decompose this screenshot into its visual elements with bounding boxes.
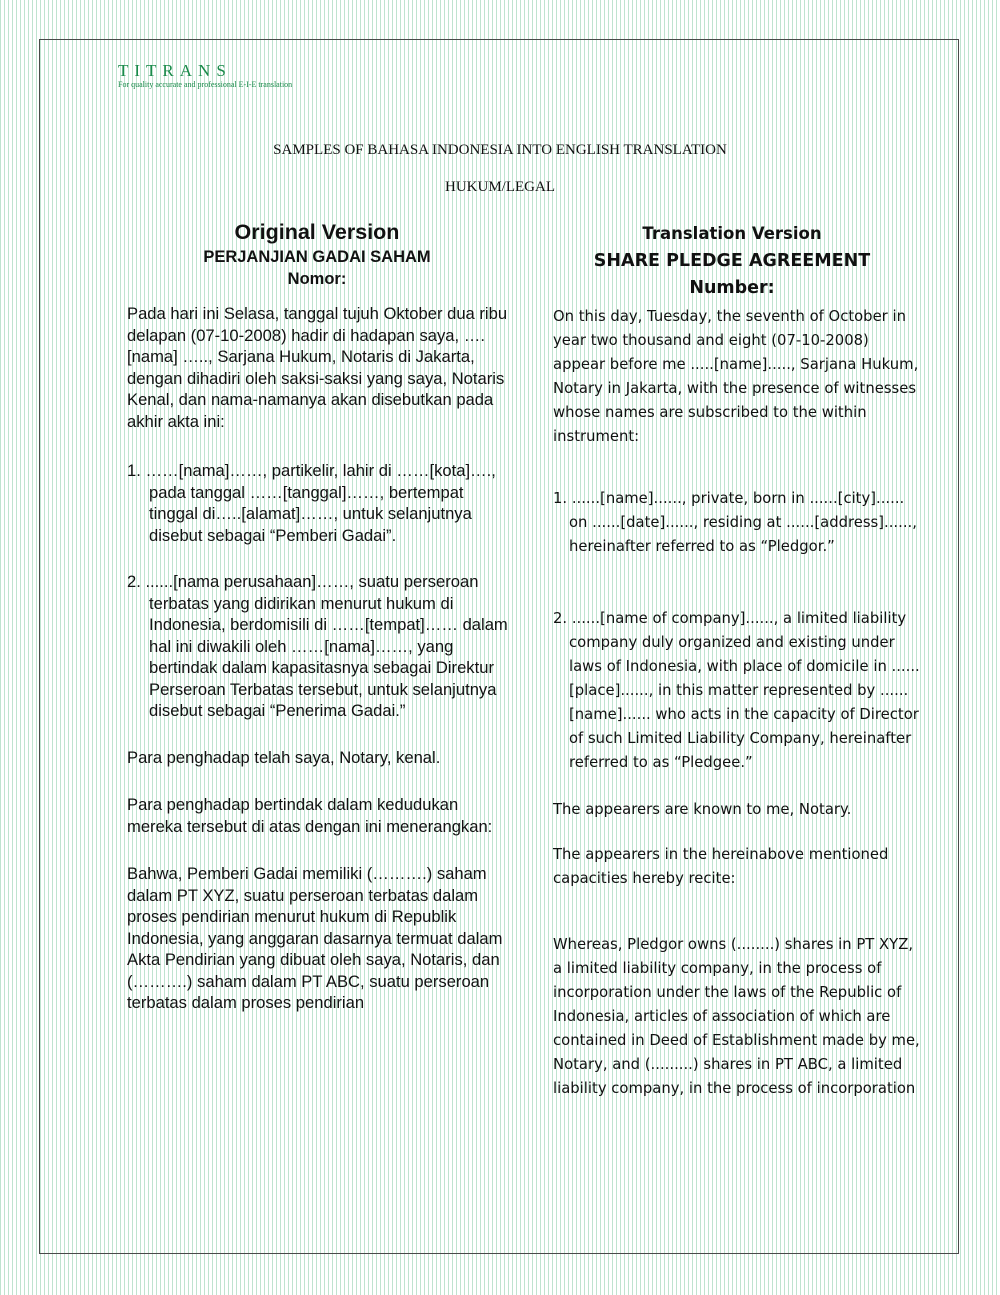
translation-paragraph-3: Whereas, Pledgor owns (........) shares in PT XYZ, a limited liability company, in the process of incorporation under the laws of the Republic of Indonesia, articles of association of which are contained in Deed of Establishment made by me, Notary, and (.........) shares in PT ABC, a limited liability company, in the process of incorporation [553, 936, 920, 1097]
original-number-label: Nomor: [287, 270, 347, 288]
translation-number-label: Number: [689, 278, 775, 298]
original-item-2: 2. ......[nama perusahaan]……, suatu perseroan terbatas yang didirikan menurut hukum di Indonesia, berdomisili di ……[tempat]…… dalam hal ini diwakili oleh ……[nama]……, yang bertindak dalam kapasitasnya sebagai Direktur Perseroan Terbatas tersebut, untuk selanjutnya disebut sebagai “Penerima Gadai.” [127, 572, 508, 720]
translation-paragraph-2: The appearers in the hereinabove mentioned capacities hereby recite: [553, 846, 889, 887]
original-intro: Pada hari ini Selasa, tanggal tujuh Oktober dua ribu delapan (07-10-2008) hadir di hadapan saya, ….[nama] ….., Sarjana Hukum, Notaris di Jakarta, dengan dihadiri oleh saksi-saksi yang saya, Notaris Kenal, dan nama-namanya akan disebutkan pada akhir akta ini: [127, 304, 508, 431]
brand-name: TITRANS [118, 61, 232, 80]
translation-intro: On this day, Tuesday, the seventh of October in year two thousand and eight (07-10-2008) appear before me .....[name]....., Sarjana Hukum, Notary in Jakarta, with the presence of witnesses whose names are subscribed to the within instrument: [553, 308, 919, 445]
translation-item-1: 1. ......[name]......, private, born in ......[city]...... on ......[date]......, residing at ......[address]......, hereinafter referred to as “Pledgor.” [553, 490, 917, 555]
original-paragraph-2: Para penghadap bertindak dalam kedudukan mereka tersebut di atas dengan ini menerangkan: [127, 795, 493, 836]
original-column [127, 218, 512, 1014]
translation-column [553, 218, 925, 1101]
translation-paragraph-1: The appearers are known to me, Notary. [553, 801, 852, 818]
original-heading: Original Version [234, 220, 400, 244]
original-item-1: 1. ……[nama]……, partikelir, lahir di ……[kota]…., pada tanggal ……[tanggal]……, bertempat tinggal di…..[alamat]……, untuk selanjutnya disebut sebagai “Pemberi Gadai”. [127, 461, 496, 545]
translation-heading: Translation Version [642, 224, 822, 243]
original-paragraph-3: Bahwa, Pemberi Gadai memiliki (……….) saham dalam PT XYZ, suatu perseroan terbatas dalam proses pendirian menurut hukum di Republik Indonesia, yang anggaran dasarnya termuat dalam Akta Pendirian yang dibuat oleh saya, Notaris, dan (……….) saham dalam PT ABC, suatu perseroan terbatas dalam proses pendirian [127, 864, 503, 1012]
brand-logo [118, 62, 292, 90]
translation-item-2: 2. ......[name of company]......, a limited liability company duly organized and existing under laws of Indonesia, with place of domicile in ......[place]......, in this matter represented by ......[name]...... who acts in the capacity of Director of such Limited Liability Company, hereinafter referred to as “Pledgee.” [553, 610, 920, 771]
brand-tagline: For quality accurate and professional E-I-E translation [118, 80, 293, 89]
document-title: SAMPLES OF BAHASA INDONESIA INTO ENGLISH TRANSLATION [273, 142, 727, 158]
translation-agreement-title: SHARE PLEDGE AGREEMENT [593, 251, 871, 271]
original-paragraph-1: Para penghadap telah saya, Notary, kenal. [127, 747, 441, 767]
original-agreement-title: PERJANJIAN GADAI SAHAM [203, 248, 431, 266]
document-subtitle: HUKUM/LEGAL [445, 179, 555, 195]
